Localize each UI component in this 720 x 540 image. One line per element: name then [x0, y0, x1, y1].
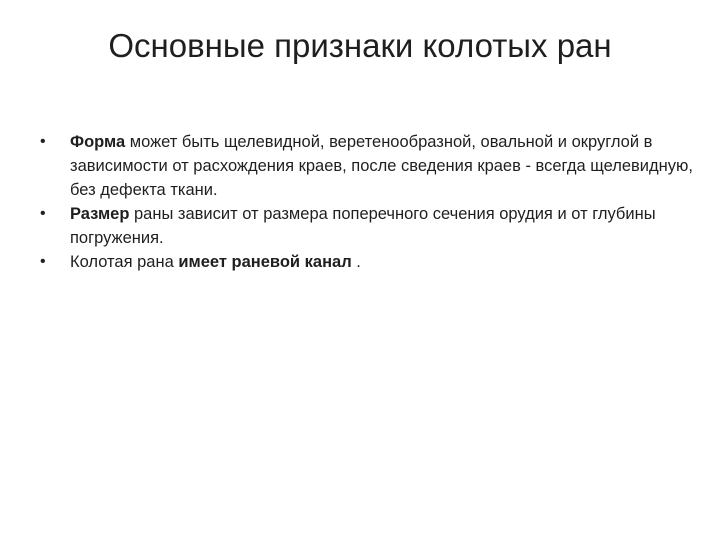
bullet-tail: . [351, 253, 361, 271]
bullet-marker: • [40, 205, 46, 222]
bullet-item-size [36, 202, 696, 250]
bullet-lead-bold: Форма [70, 133, 126, 151]
bullet-marker: • [40, 133, 46, 150]
bullet-item-channel [36, 250, 696, 274]
bullet-text: раны зависит от размера поперечного сечения орудия и от глубины погружения. [70, 205, 656, 247]
bullet-item-shape [36, 130, 696, 202]
bullet-lead-bold: Размер [70, 205, 130, 223]
bullet-list [36, 130, 696, 274]
bullet-mid-bold: имеет раневой канал [178, 253, 352, 271]
slide-title: Основные признаки колотых ран [108, 27, 612, 64]
bullet-lead: Колотая рана [70, 253, 179, 271]
bullet-text: может быть щелевидной, веретенообразной, овальной и округлой в зависимости от расхождения краев, после сведения краев - всегда щелевидную, без дефекта ткани. [70, 133, 693, 199]
bullet-marker: • [40, 253, 46, 270]
